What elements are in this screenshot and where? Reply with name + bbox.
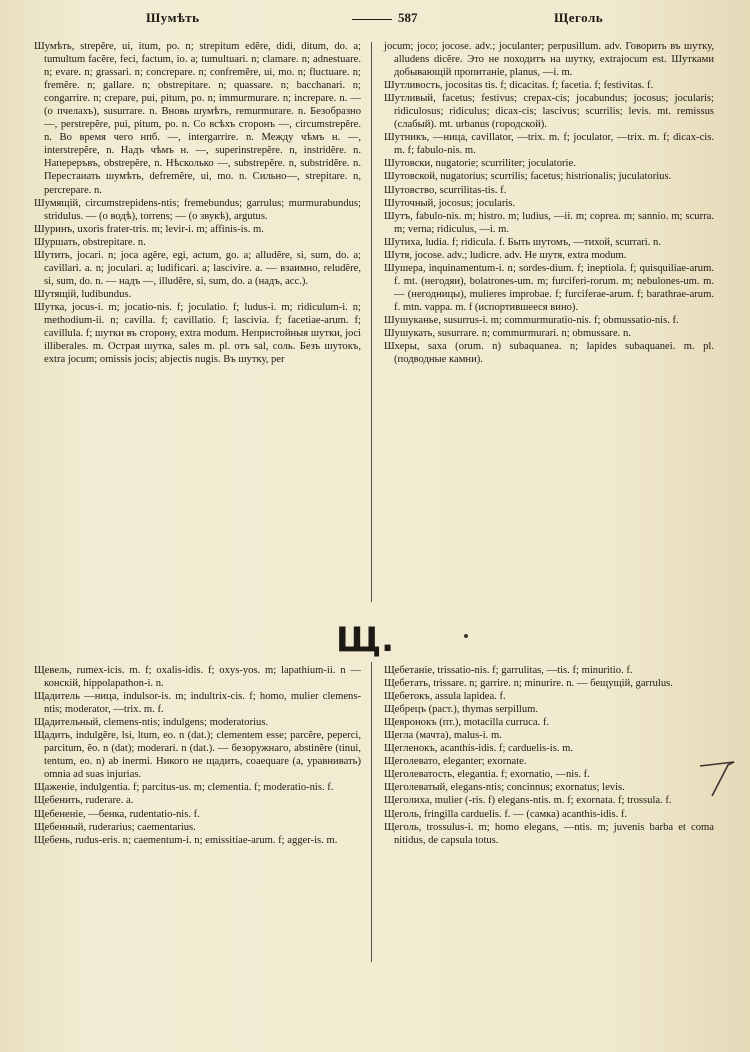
column-left-top (34, 40, 361, 366)
running-head-right: Щеголь (554, 10, 604, 25)
dictionary-entry: Шутливый, facetus; festivus; crepax-cis; jocabundus; jocosus; jocularis; ridiculosus; ridiculus; dicax-cis; lascivus; scurrilis; levis. mt. remissus (слабый). mt. urbanus (городской). (384, 93, 714, 131)
dictionary-entry: Шутъ, fabulo-nis. m; histro. m; ludius, —ii. m; coprea. m; sannio. m; scurra. m; verna; ridiculus, —i. m. (384, 210, 714, 235)
dictionary-entry: Щебетать, trissare. n; garrire. n; minurire. n. — бещущій, garrulus. (384, 678, 673, 690)
page-number: 587 (352, 10, 418, 26)
dictionary-entry: Щеголь, trossulus-i. m; homo elegans, —ntis. m; juvenis barba et coma nitidus, de capsula totus. (384, 821, 714, 846)
dictionary-entry: Шутовски, nugatorie; scurriliter; joculatorie. (384, 158, 576, 170)
running-head-left: Шумѣть (146, 10, 200, 25)
dictionary-entry: Шумящій, circumstrepidens-ntis; fremebundus; garrulus; murmurabundus; stridulus. — (о водѣ), torrens; — (о звукѣ), argutus. (34, 197, 361, 222)
dictionary-entry: Шуринъ, uxoris frater-tris. m; levir-i. m; affinis-is. m. (34, 223, 264, 235)
dictionary-entry: Щеголь, fringilla carduelis. f. — (самка) acanthis-idis. f. (384, 808, 628, 820)
pencil-margin-mark (698, 752, 738, 802)
dictionary-entry: Шутовство, scurrilitas-tis. f. (384, 184, 507, 196)
column-left-bottom (34, 664, 361, 847)
dictionary-entry: Щебененіе, —бенка, rudentatio-nis. f. (34, 808, 200, 820)
dictionary-entry: Щадительный, clemens-ntis; indulgens; moderatorius. (34, 717, 269, 729)
ink-speck (464, 634, 468, 638)
column-divider-top (371, 42, 372, 602)
column-right-top (384, 40, 714, 366)
dictionary-entry: Шутящій, ludibundus. (34, 288, 132, 300)
dictionary-entry: Шутка, jocus-i. m; jocatio-nis. f; joculatio. f; ludus-i. m; ridiculum-i. n; methodium-ii. n; cavilla. f; cavillatio. f; lascivia. f; facetiae-arum. f; cavillula. f; шутки въ сторону, extra modum. Непристойныя шутки, joci illiberales. m. Острая шутка, sales m. pl. отъ sal, соль. Безъ шутокъ, extra jocum; omissis jocis; abjectis nugis. Въ шутку, per (34, 301, 361, 366)
dictionary-entry: Щебетокъ, assula lapidea. f. (384, 691, 506, 703)
dictionary-entry: Шуршать, obstrepitare. n. (34, 236, 146, 248)
dictionary-entry: Шуточный, jocosus; jocularis. (384, 197, 516, 209)
dictionary-entry: Щеголевато, eleganter; exornate. (384, 756, 527, 768)
dictionary-entry: Щегла (мачта), malus-i. m. (384, 730, 502, 742)
dictionary-entry: Щадитель —ница, indulsor-is. m; indultrix-cis. f; homo, mulier clemens-ntis; moderator, —trix. m. f. (34, 691, 361, 716)
dictionary-entry: Щадить, indulgĕre, lsi, ltum, eo. n (dat.); clementem esse; parcĕre, peperci, parcitum, ĕo. n (dat); moderari. n (dat.). — безоружнаго, abstinĕre (tinui, tentum, eo. n) ab inermi. Никого не щадить, coaequare (a, уравнивать) omnia ad suas injurias. (34, 730, 361, 781)
dictionary-entry: Шутить, jocari. n; joca agĕre, egi, actum, go. a; alludĕre, si, sum, do. a; cavillari. a. n; joculari. a; ludificari. a; lascivire. a. — взаимно, reludĕre, si, sum, do. n. — надъ —, illudĕre, si, sum, do. a (надъ, acc.). (34, 249, 361, 287)
dictionary-entry: Щебенить, ruderare. a. (34, 795, 134, 807)
column-right-bottom (384, 664, 714, 847)
dictionary-entry: Шхеры, saxa (orum. n) subaquanea. n; lapides subaquanei. m. pl. (подводные камни). (384, 341, 714, 366)
dictionary-entry: Шутиха, ludia. f; ridicula. f. Быть шутомъ, —тихой, scurrari. n. (384, 236, 661, 248)
section-heading-letter: Щ. (336, 620, 394, 660)
dictionary-entry: Щевель, rumex-icis. m. f; oxalis-idis. f; oxys-yos. m; lapathium-ii. n — конскій, hippolapathon-i. n. (34, 665, 361, 690)
column-divider-bottom (371, 662, 372, 962)
dictionary-entry: Щебетаніе, trissatio-nis. f; garrulitas, —tis. f; minuritio. f. (384, 665, 633, 676)
dictionary-entry: Щебенный, ruderarius; caementarius. (34, 821, 196, 833)
dictionary-entry: Щеголеватость, elegantia. f; exornatio, —nis. f. (384, 769, 590, 781)
dictionary-entry: Щаженіе, indulgentia. f; parcitus-us. m; clementia. f; moderatio-nis. f. (34, 782, 334, 794)
dictionary-entry: Шумѣть, strepĕre, ui, itum, po. n; strepitum edĕre, didi, ditum, do. a; tumultum facĕre, feci, factum, io. a; tumultuari. n; clamare. n; adnestuare. n; evare. n; grassari. n; concrepare. n; confremĕre, ui, mo. n; fluctuare. n; fremĕre. n; gallare. n; obstrepitare. n; quassare. n; bacchanari. n; congarrire. n; crepare, pui, pitum, po. n; immurmurare. n; increpare. n. — (о пчелахъ), susurrare. n. Вновь шумѣть, remurmurare. n. Безобразно —, perstrepĕre, pui, pitum, po. n. Со всѣхъ сторонъ —, circumstrepĕre. n. Во время чего нпб. —, intergarrire. n. Между чѣмъ н. —, interstrepĕre, n. Надъ чѣмъ н. —, superinstrepĕre. n, instridĕre. n. Напереръвъ, obstrepĕre, n. Нѣсколько —, substrepĕre. n, substridĕre. n. Перестаиать шумѣть, defremĕre, ui, mo. n. Сильно—, strepitare. n, percrepare. n. (34, 41, 361, 196)
dictionary-entry: Щебень, rudus-eris. n; caementum-i. n; emissitiae-arum. f; agger-is. m. (34, 834, 338, 846)
dictionary-entry: Щевронокъ (пт.), motacilla curruca. f. (384, 717, 550, 729)
dictionary-entry: Шутя, jocose. adv.; ludicre. adv. Не шутя, extra modum. (384, 249, 627, 261)
dictionary-entry: jocum; joco; jocose. adv.; joculanter; perpusillum. adv. Говорить въ шутку, alludens dicĕre. Это не походитъ на шутку, extrajocum est. Шутками добывающій пропитаніе, planus, —i. m. (384, 41, 714, 79)
dictionary-entry: Шушера, inquinamentum-i. n; sordes-dium. f; ineptiola. f; quisquiliae-arum. f. mt. (негодяи), bolatrones-um. m; furciferi-rorum. m; nebulones-um. m. — (негодницы), mulieres improbae. f; furciferae-arum. f; barathrae-arum. f. mtn. vappa. m. f (испортившееся вино). (384, 262, 714, 313)
dictionary-entry: Шушукать, susurrare. n; commurmurari. n; obmussare. n. (384, 328, 631, 340)
dictionary-entry: Шутникъ, —ница, cavillator, —trix. m. f; joculator, —trix. m. f; dicax-cis. m. f; fabulo-nis. m. (384, 132, 714, 157)
dictionary-entry: Щебрецъ (раст.), thymas serpillum. (384, 704, 539, 716)
dictionary-entry: Шутливость, jocositas tis. f; dicacitas. f; facetia. f; festivitas. f. (384, 80, 654, 92)
dictionary-entry: Щеголиха, mulier (-ris. f) elegans-ntis. m. f; exornata. f; trossula. f. (384, 795, 672, 807)
dictionary-entry: Щегленокъ, acanthis-idis. f; carduelis-is. m. (384, 743, 574, 755)
dictionary-entry: Щеголеватый, elegans-ntis; concinnus; exornatus; levis. (384, 782, 625, 794)
dictionary-entry: Шушуканье, susurrus-i. m; commurmuratio-nis. f; obmussatio-nis. f. (384, 314, 679, 326)
dictionary-entry: Шутовской, nugatorius; scurrilis; facetus; histrionalis; juculatorius. (384, 171, 672, 183)
page-header (34, 10, 714, 32)
